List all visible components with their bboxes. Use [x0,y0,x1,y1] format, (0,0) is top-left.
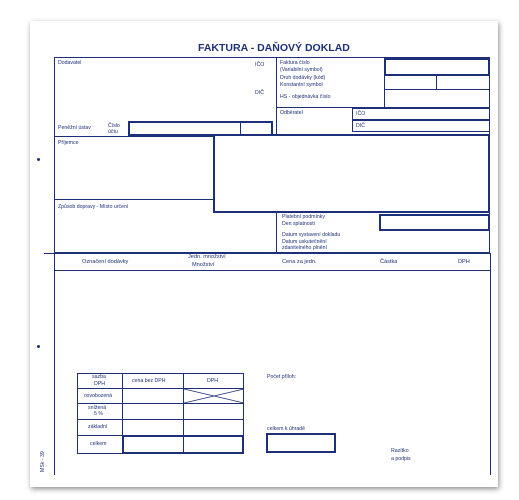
tax-date-label-1: Datum uskutečnění [282,239,327,245]
divider [276,107,277,135]
vat-basic-label: základní [88,424,108,430]
stamp-label-2: a podpis [391,456,411,462]
margin-dot [37,345,40,348]
vat-base-header: cena bez DPH [132,378,166,384]
variable-symbol-label: (Variabilní symbol) [280,67,323,73]
crossed-cell-icon [184,389,244,403]
stamp-label-1: Razítko [391,448,409,454]
divider [276,212,277,253]
constant-symbol-label: Konstantní symbol [280,82,323,88]
invoice-number-field[interactable] [384,58,490,76]
account-label-2: účtu [108,129,118,135]
vat-reduced-label-2: 5 % [94,411,103,417]
divider [54,136,214,137]
payment-conditions-label: Platební podmínky [282,214,325,220]
due-date-label: Den splatnosti [282,221,315,227]
attachments-label: Počet příloh: [267,374,297,380]
buyer-dic-label: DIČ [356,123,365,129]
doc-type-field[interactable] [384,75,490,90]
hs-order-label: HS - objednávka číslo [280,94,331,100]
item-qty-header-2: Množství [192,262,215,268]
vat-rate-header-1: sazba [92,374,106,380]
vat-rate-header-2: DPH [94,381,105,387]
amount-header: Částka [380,259,398,265]
margin-dot [37,158,40,161]
divider [54,199,214,200]
bank-label: Peněžní ústav [58,125,91,131]
total-due-field[interactable] [266,433,336,453]
doc-type-label: Druh dodávky (kód) [280,75,326,81]
divider [44,253,490,254]
buyer-label: Odběratel [280,110,303,116]
divider [276,57,277,107]
divider [54,270,490,271]
transport-label: Způsob dopravy - Místo určení [58,204,129,210]
total-due-label: celkem k úhradě [267,426,306,432]
item-qty-header-1: Jedn. množství [188,254,226,260]
item-name-header: Označení dodávky [82,259,129,265]
vat-total-label: celkem [90,441,107,447]
vat-header: DPH [458,259,470,265]
divider [54,253,55,475]
payment-conditions-field[interactable] [379,214,490,231]
vat-exempt-label: osvobozená [84,393,112,399]
buyer-ico-field[interactable] [352,108,490,120]
vat-total-row-field[interactable] [122,435,244,454]
buyer-ico-label: IČO [356,111,366,117]
divider [77,419,244,420]
vat-reduced-label-1: snížená [88,405,107,411]
tax-date-label-2: zdanitelného plnění [282,245,327,251]
account-label-1: Číslo [108,123,120,129]
vat-amount-header: DPH [207,378,218,384]
divider [490,253,491,475]
divider [77,403,244,404]
invoice-number-label: Faktura číslo [280,60,310,66]
document-title: FAKTURA - DAŇOVÝ DOKLAD [198,42,350,54]
recipient-label: Příjemce [58,140,79,146]
divider [384,57,385,107]
form-code: MSk - 39 [40,451,46,472]
divider [436,75,437,90]
supplier-ico-label: IČO [255,62,265,68]
supplier-dic-label: DIČ [255,90,264,96]
buyer-dic-field[interactable] [352,120,490,132]
supplier-label: Dodavatel [58,60,82,66]
unit-price-header: Cena za jedn. [282,259,317,265]
buyer-address-field[interactable] [213,134,490,213]
issue-date-label: Datum vystavení dokladu [282,232,341,238]
